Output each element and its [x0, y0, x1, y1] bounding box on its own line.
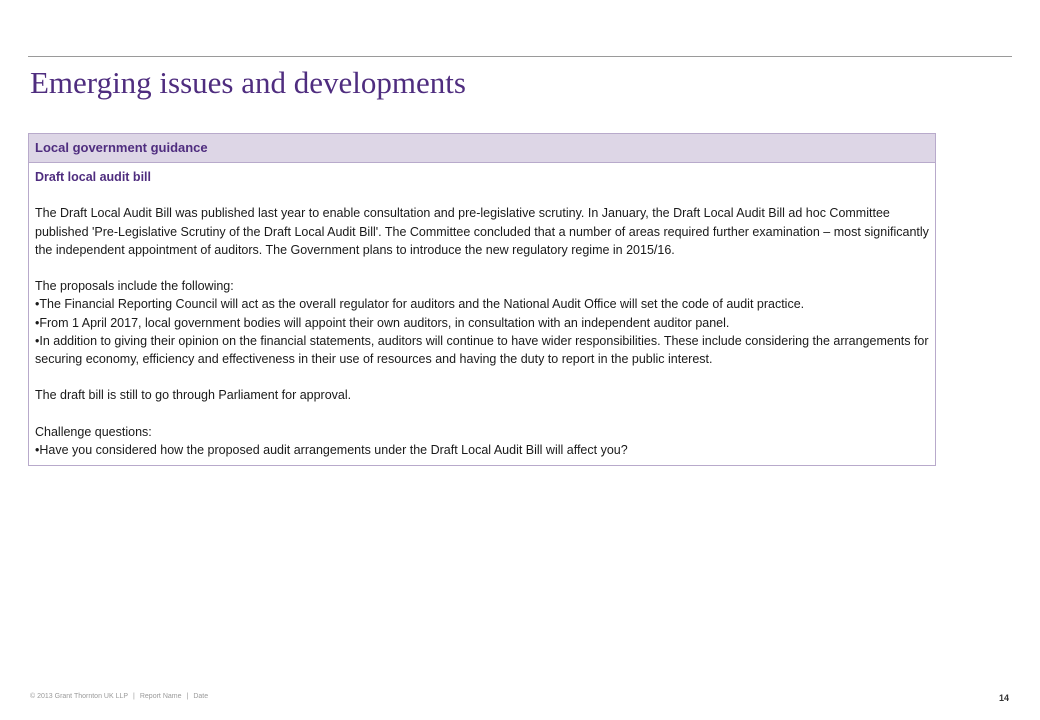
footer: [30, 693, 208, 700]
panel-header: Local government guidance: [29, 134, 935, 163]
panel-subheading: Draft local audit bill: [35, 170, 151, 184]
proposal-bullet: •From 1 April 2017, local government bodies will appoint their own auditors, in consultation with an independent auditor panel.: [35, 315, 730, 330]
footer-copyright: © 2013 Grant Thornton UK LLP: [30, 693, 129, 700]
spacer: [35, 186, 929, 204]
footer-separator: |: [186, 693, 189, 700]
spacer: [35, 259, 929, 277]
page-number: 14: [998, 693, 1009, 703]
spacer: [35, 405, 929, 423]
challenge-bullet: •Have you considered how the proposed audit arrangements under the Draft Local Audit Bill will affect you?: [35, 442, 628, 457]
proposal-bullet: •The Financial Reporting Council will act as the overall regulator for auditors and the National Audit Office will set the code of audit practice.: [35, 297, 805, 312]
challenge-heading: Challenge questions:: [35, 424, 152, 439]
proposal-bullet: •In addition to giving their opinion on the financial statements, auditors will continue to have wider responsibilities. These include considering the arrangements for securing economy, efficiency and effectiveness in their use of resources and having the duty to report in the public interest.: [35, 333, 929, 366]
footer-date: Date: [193, 693, 209, 700]
intro-paragraph: The Draft Local Audit Bill was published last year to enable consultation and pre-legislative scrutiny. In January, the Draft Local Audit Bill ad hoc Committee published 'Pre-Legislative Scrutiny of the Draft Local Audit Bill'. The Committee concluded that a number of areas required further examination – most significantly the independent appointment of auditors. The Government plans to introduce the new regulatory regime in 2015/16.: [35, 206, 929, 257]
top-divider: [28, 56, 1012, 57]
footer-report-name: Report Name: [139, 693, 182, 700]
proposals-intro: The proposals include the following:: [35, 279, 234, 294]
parliament-paragraph: The draft bill is still to go through Parliament for approval.: [35, 388, 352, 403]
panel-body: [29, 163, 935, 465]
footer-separator: |: [133, 693, 135, 700]
guidance-panel: [28, 133, 936, 466]
page-title: Emerging issues and developments: [30, 65, 466, 100]
spacer: [35, 368, 929, 386]
